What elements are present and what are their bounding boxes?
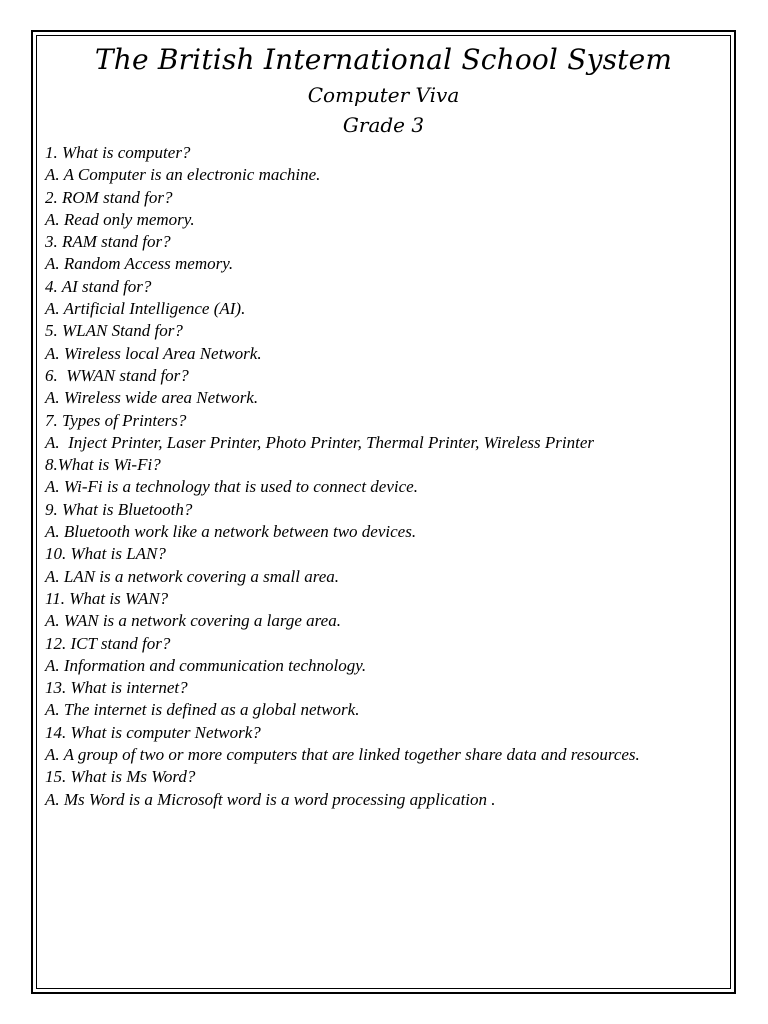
question-line: 4. AI stand for? [45,276,152,296]
question-line: 1. What is computer? [45,143,191,162]
document-header [36,40,731,140]
answer-line: A. Artificial Intelligence (AI). [45,299,246,319]
answer-line: A. Inject Printer, Laser Printer, Photo Printer, Thermal Printer, Wireless Printer [45,432,595,452]
answer-line: A. Information and communication technology. [45,655,367,675]
question-line: 8.What is Wi-Fi? [45,455,161,475]
answer-line: A. Ms Word is a Microsoft word is a word processing application . [45,789,496,809]
answer-line: A. The internet is defined as a global network. [45,700,360,720]
question-line: 3. RAM stand for? [45,232,171,252]
answer-line: A. A Computer is an electronic machine. [45,165,321,185]
question-line: 6. WWAN stand for? [45,365,189,385]
answer-line: A. Random Access memory. [45,254,234,274]
question-line: 2. ROM stand for? [45,187,173,207]
question-line: 10. What is LAN? [45,544,166,564]
question-line: 14. What is computer Network? [45,722,261,742]
answer-line: A. Wi-Fi is a technology that is used to connect device. [45,477,418,497]
answer-line: A. A group of two or more computers that are linked together share data and resources. [45,745,640,765]
answer-line: A. Wireless wide area Network. [45,388,259,408]
grade-title: Grade 3 [342,113,425,137]
question-line: 9. What is Bluetooth? [45,499,193,519]
subject-title: Computer Viva [307,83,460,107]
answer-line: A. Read only memory. [45,209,195,229]
question-line: 7. Types of Printers? [45,410,187,430]
answer-line: A. WAN is a network covering a large area. [45,611,341,631]
question-line: 15. What is Ms Word? [45,767,196,787]
question-line: 5. WLAN Stand for? [45,321,183,341]
answer-line: A. Wireless local Area Network. [45,343,262,363]
question-line: 12. ICT stand for? [45,633,171,653]
question-line: 13. What is internet? [45,678,188,698]
answer-line: A. Bluetooth work like a network between two devices. [45,522,417,542]
question-line: 11. What is WAN? [45,588,169,608]
answer-line: A. LAN is a network covering a small area. [45,566,340,586]
school-title: The British International School System [94,43,673,76]
question-answer-list [45,142,725,811]
